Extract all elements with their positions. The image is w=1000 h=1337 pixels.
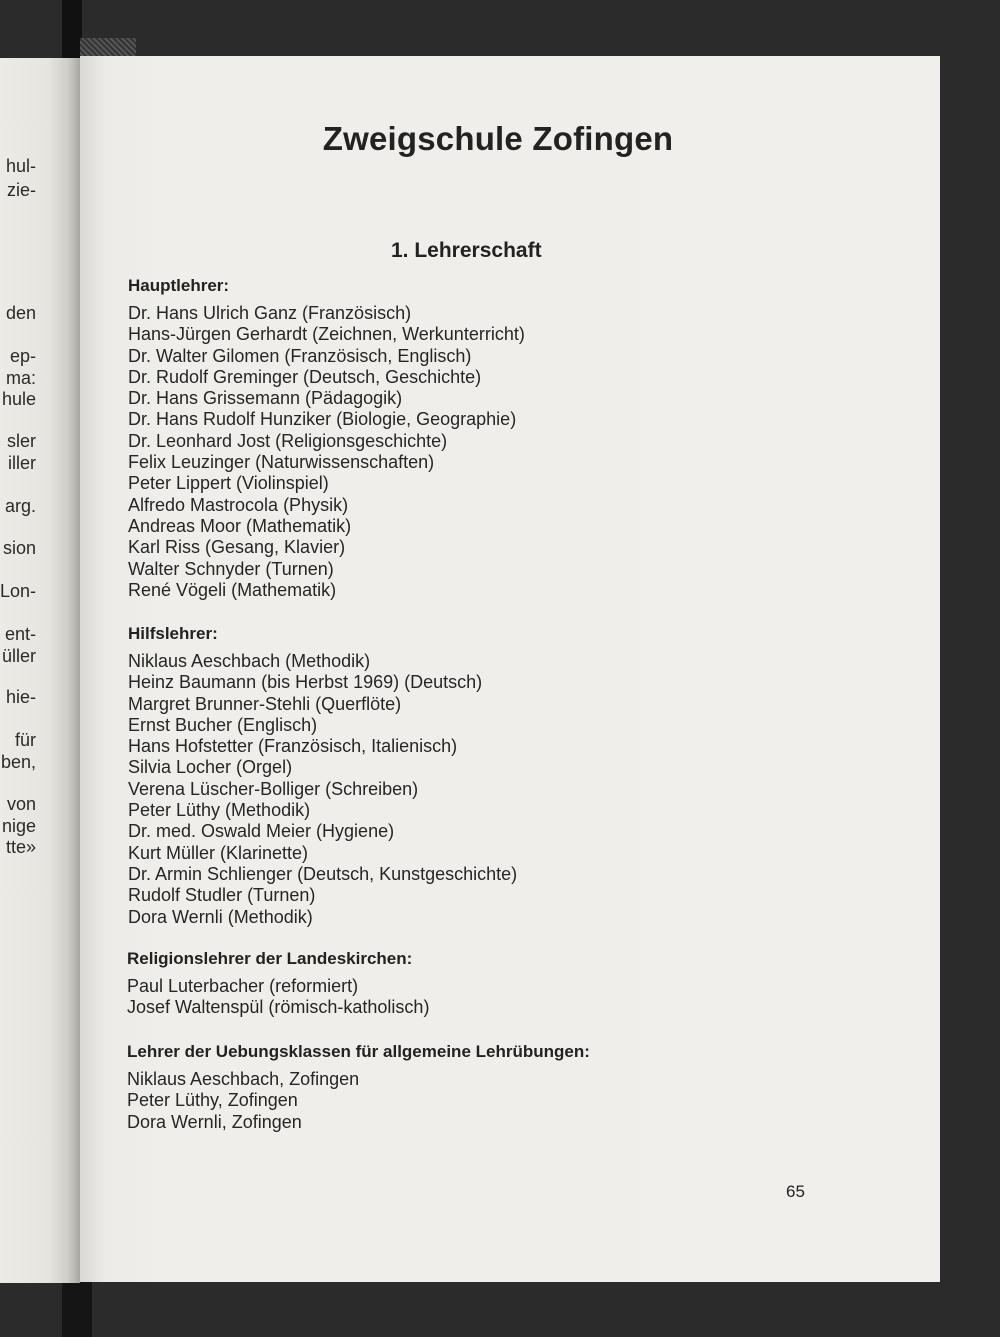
list-item: Dr. Hans Rudolf Hunziker (Biologie, Geographie) (128, 409, 517, 430)
page-number: 65 (786, 1182, 805, 1201)
left-page-fragment: ben, (0, 752, 36, 772)
list-item: Felix Leuzinger (Naturwissenschaften) (128, 452, 435, 473)
list-item: Peter Lüthy (Methodik) (128, 800, 311, 821)
list-item: Verena Lüscher-Bolliger (Schreiben) (128, 778, 419, 799)
left-page-fragment: sion (2, 538, 36, 558)
list-item: Niklaus Aeschbach, Zofingen (127, 1069, 360, 1089)
document-page (80, 56, 940, 1282)
left-page-fragment: hul- (5, 156, 36, 176)
group-hauptlehrer (128, 274, 525, 601)
left-facing-page (0, 58, 80, 1283)
left-page-fragment: hule (1, 389, 36, 409)
left-page-fragment: nige (1, 816, 36, 836)
page-title-text: Zweigschule Zofingen (322, 120, 674, 157)
left-page-fragment: ent- (4, 624, 36, 644)
list-item: Dr. Leonhard Jost (Religionsgeschichte) (128, 430, 448, 451)
left-page-fragment: hie- (5, 687, 36, 707)
list-item: Heinz Baumann (bis Herbst 1969) (Deutsch) (128, 672, 483, 693)
list-item: Silvia Locher (Orgel) (128, 757, 293, 778)
group-heading: Religionslehrer der Landeskirchen: (127, 949, 413, 968)
left-page-fragment: von (6, 794, 36, 814)
left-page-fragment: üller (1, 646, 36, 666)
list-item: Peter Lippert (Violinspiel) (128, 473, 329, 494)
list-item: Dr. Walter Gilomen (Französisch, Englisch) (128, 345, 472, 366)
list-item: Andreas Moor (Mathematik) (128, 515, 352, 536)
list-item: Josef Waltenspül (römisch-katholisch) (127, 997, 430, 1018)
left-page-fragment: tte» (5, 837, 36, 857)
teacher-list (127, 1069, 590, 1133)
list-item: Dr. Armin Schlienger (Deutsch, Kunstgeschichte) (128, 863, 518, 884)
list-item: Margret Brunner-Stehli (Querflöte) (128, 693, 402, 714)
teacher-list (128, 303, 525, 601)
group-religionslehrer (127, 947, 429, 1019)
list-item: Hans-Jürgen Gerhardt (Zeichnen, Werkunterricht) (128, 324, 525, 345)
list-item: René Vögeli (Mathematik) (128, 579, 337, 600)
left-page-fragment: für (14, 730, 36, 750)
left-page-fragment: arg. (4, 496, 36, 516)
left-page-fragment: den (5, 303, 36, 323)
group-heading: Lehrer der Uebungsklassen für allgemeine Lehrübungen: (127, 1042, 590, 1061)
group-heading: Hauptlehrer: (128, 276, 230, 295)
book-spine-bottom (62, 1280, 92, 1337)
page-title (80, 120, 940, 158)
left-page-fragment: ma: (5, 368, 36, 388)
left-page-fragment: sler (6, 431, 36, 451)
left-page-fragment: iller (7, 453, 36, 473)
book-spine-top (62, 0, 82, 62)
list-item: Karl Riss (Gesang, Klavier) (128, 537, 346, 558)
list-item: Peter Lüthy, Zofingen (127, 1090, 298, 1111)
list-item: Niklaus Aeschbach (Methodik) (128, 651, 371, 671)
list-item: Dora Wernli, Zofingen (127, 1111, 302, 1132)
left-page-fragment: Lon- (0, 581, 36, 601)
list-item: Walter Schnyder (Turnen) (128, 558, 334, 579)
section-title: 1. Lehrerschaft (391, 239, 542, 262)
list-item: Alfredo Mastrocola (Physik) (128, 494, 349, 515)
left-page-fragment: ep- (9, 346, 36, 366)
list-item: Dr. Hans Ulrich Ganz (Französisch) (128, 303, 412, 323)
teacher-list (128, 651, 517, 928)
list-item: Rudolf Studler (Turnen) (128, 885, 316, 906)
left-page-fragment: zie- (6, 180, 36, 200)
group-hilfslehrer (128, 622, 517, 928)
group-heading: Hilfslehrer: (128, 624, 218, 643)
teacher-list (127, 976, 429, 1019)
list-item: Dr. Rudolf Greminger (Deutsch, Geschichte) (128, 366, 482, 387)
list-item: Dora Wernli (Methodik) (128, 906, 313, 927)
list-item: Ernst Bucher (Englisch) (128, 714, 318, 735)
list-item: Paul Luterbacher (reformiert) (127, 976, 359, 996)
list-item: Hans Hofstetter (Französisch, Italienisch) (128, 736, 458, 757)
group-uebungslehrer (127, 1040, 590, 1133)
list-item: Dr. med. Oswald Meier (Hygiene) (128, 821, 395, 842)
list-item: Dr. Hans Grissemann (Pädagogik) (128, 388, 403, 409)
list-item: Kurt Müller (Klarinette) (128, 842, 309, 863)
